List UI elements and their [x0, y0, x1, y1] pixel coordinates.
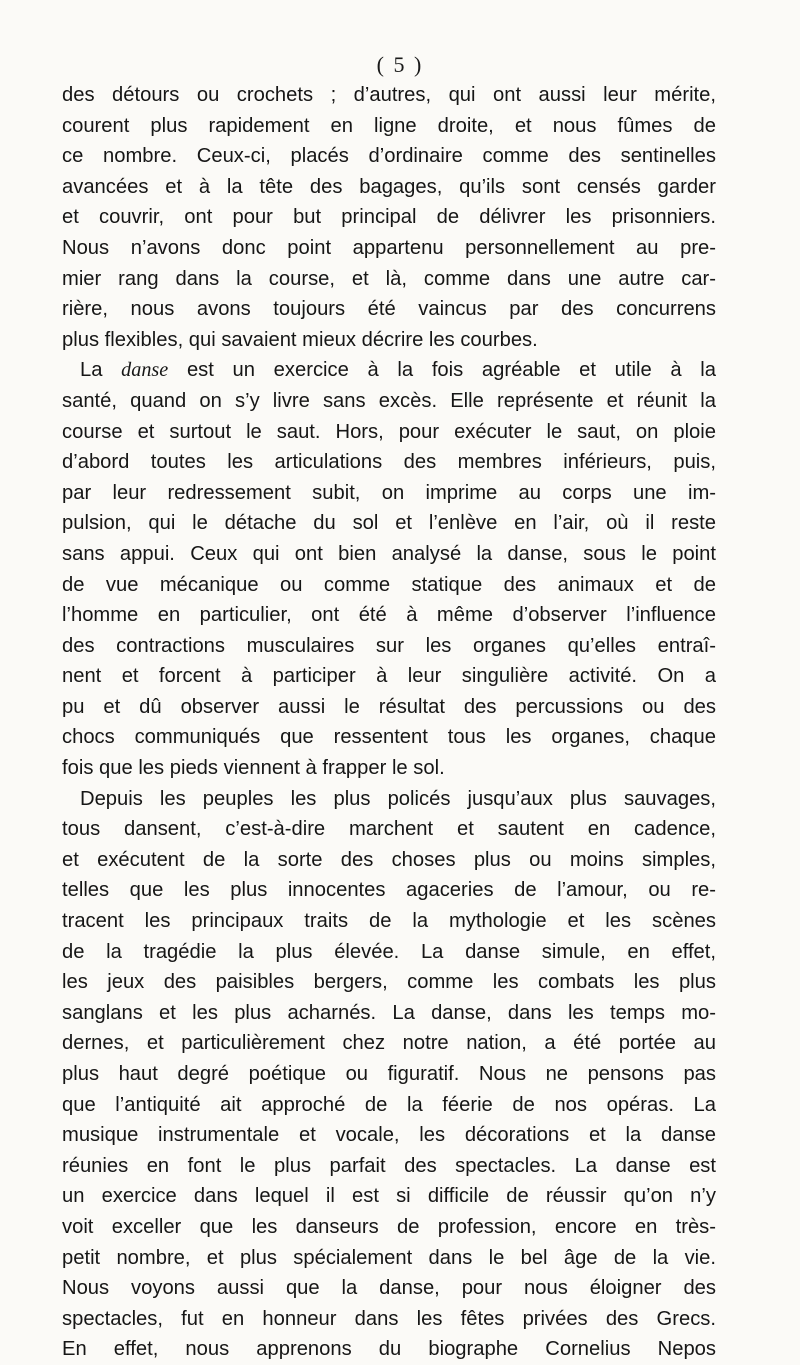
- text-line-18: l’homme en particulier, ont été à même d’observer l’influence: [62, 604, 716, 627]
- text-line-4: avancées et à la tête des bagages, qu’ils sont censés garder: [62, 175, 716, 198]
- text-line-33: plus haut degré poétique ou figuratif. Nous ne pensons pas: [62, 1063, 716, 1085]
- text-line-34: que l’antiquité ait approché de la féerie de nos opéras. La: [62, 1093, 716, 1116]
- text-line-42: En effet, nous apprenons du biographe Cornelius Nepos: [62, 1338, 716, 1361]
- text-line-1: des détours ou crochets ; d’autres, qui ont aussi leur mérite,: [62, 84, 716, 106]
- text-line-11: santé, quand on s’y livre sans excès. Elle représente et réunit la: [62, 389, 716, 412]
- text-line-17: de vue mécanique ou comme statique des animaux et de: [62, 573, 716, 596]
- text-line-5: et couvrir, ont pour but principal de délivrer les prisonniers.: [62, 206, 716, 229]
- text-line-37: un exercice dans lequel il est si difficile de réussir qu’on n’y: [62, 1185, 716, 1208]
- text-line-40: Nous voyons aussi que la danse, pour nous éloigner des: [62, 1277, 716, 1300]
- text-line-6: Nous n’avons donc point appartenu personnellement au pre-: [62, 236, 716, 259]
- text-line-38: voit exceller que les danseurs de profession, encore en très-: [62, 1215, 716, 1238]
- text-line-36: réunies en font le plus parfait des spectacles. La danse est: [62, 1154, 716, 1177]
- text-line-7: mier rang dans la course, et là, comme dans une autre car-: [62, 267, 716, 290]
- text-line-12: course et surtout le saut. Hors, pour exécuter le saut, on ploie: [62, 420, 716, 443]
- text-line-20: nent et forcent à participer à leur singulière activité. On a: [62, 665, 716, 688]
- page-number: ( 5 ): [376, 52, 424, 77]
- text-line-39: petit nombre, et plus spécialement dans le bel âge de la vie.: [62, 1246, 716, 1269]
- text-line-26: et exécutent de la sorte des choses plus ou moins simples,: [62, 848, 716, 871]
- text-line-15: pulsion, qui le détache du sol et l’enlève en l’air, où il reste: [62, 512, 716, 535]
- text-line-2: courent plus rapidement en ligne droite, et nous fûmes de: [62, 114, 716, 137]
- text-line-24: Depuis les peuples les plus policés jusqu’aux plus sauvages,: [80, 787, 716, 810]
- text-line-14: par leur redressement subit, on imprime au corps une im-: [62, 481, 716, 504]
- text-line-28: tracent les principaux traits de la mythologie et les scènes: [62, 910, 716, 933]
- text-line-21: pu et dû observer aussi le résultat des percussions ou des: [62, 695, 716, 718]
- la-prefix: La: [80, 359, 122, 382]
- text-line-25: tous dansent, c’est-à-dire marchent et sautent en cadence,: [62, 818, 716, 841]
- text-line-27: telles que les plus innocentes agaceries de l’amour, ou re-: [62, 879, 716, 902]
- text-line-29: de la tragédie la plus élevée. La danse simule, en effet,: [62, 940, 716, 963]
- text-line-41: spectacles, fut en honneur dans les fêtes privées des Grecs.: [62, 1307, 716, 1330]
- text-line-10-rest: est un exercice à la fois agréable et utile à la: [186, 359, 716, 382]
- body-text: [62, 80, 716, 1365]
- text-line-19: des contractions musculaires sur les organes qu’elles entraî-: [62, 634, 716, 657]
- text-line-35: musique instrumentale et vocale, les décorations et la danse: [62, 1124, 716, 1147]
- text-line-13: d’abord toutes les articulations des membres inférieurs, puis,: [62, 451, 716, 474]
- text-line-32: dernes, et particulièrement chez notre nation, a été portée au: [62, 1032, 716, 1055]
- text-line-8: rière, nous avons toujours été vaincus par des concurrens: [62, 298, 716, 321]
- text-line-16: sans appui. Ceux qui ont bien analysé la danse, sous le point: [62, 542, 716, 565]
- text-line-10: [62, 355, 716, 386]
- text-line-23: fois que les pieds viennent à frapper le sol.: [62, 757, 445, 780]
- text-line-3: ce nombre. Ceux-ci, placés d’ordinaire comme des sentinelles: [62, 145, 716, 168]
- text-line-30: les jeux des paisibles bergers, comme les combats les plus: [62, 971, 716, 994]
- text-line-31: sanglans et les plus acharnés. La danse, dans les temps mo-: [62, 1001, 716, 1024]
- danse-italic: danse: [121, 359, 169, 382]
- text-line-22: chocs communiqués que ressentent tous les organes, chaque: [62, 726, 716, 749]
- text-line-9: plus flexibles, qui savaient mieux décrire les courbes.: [62, 328, 538, 351]
